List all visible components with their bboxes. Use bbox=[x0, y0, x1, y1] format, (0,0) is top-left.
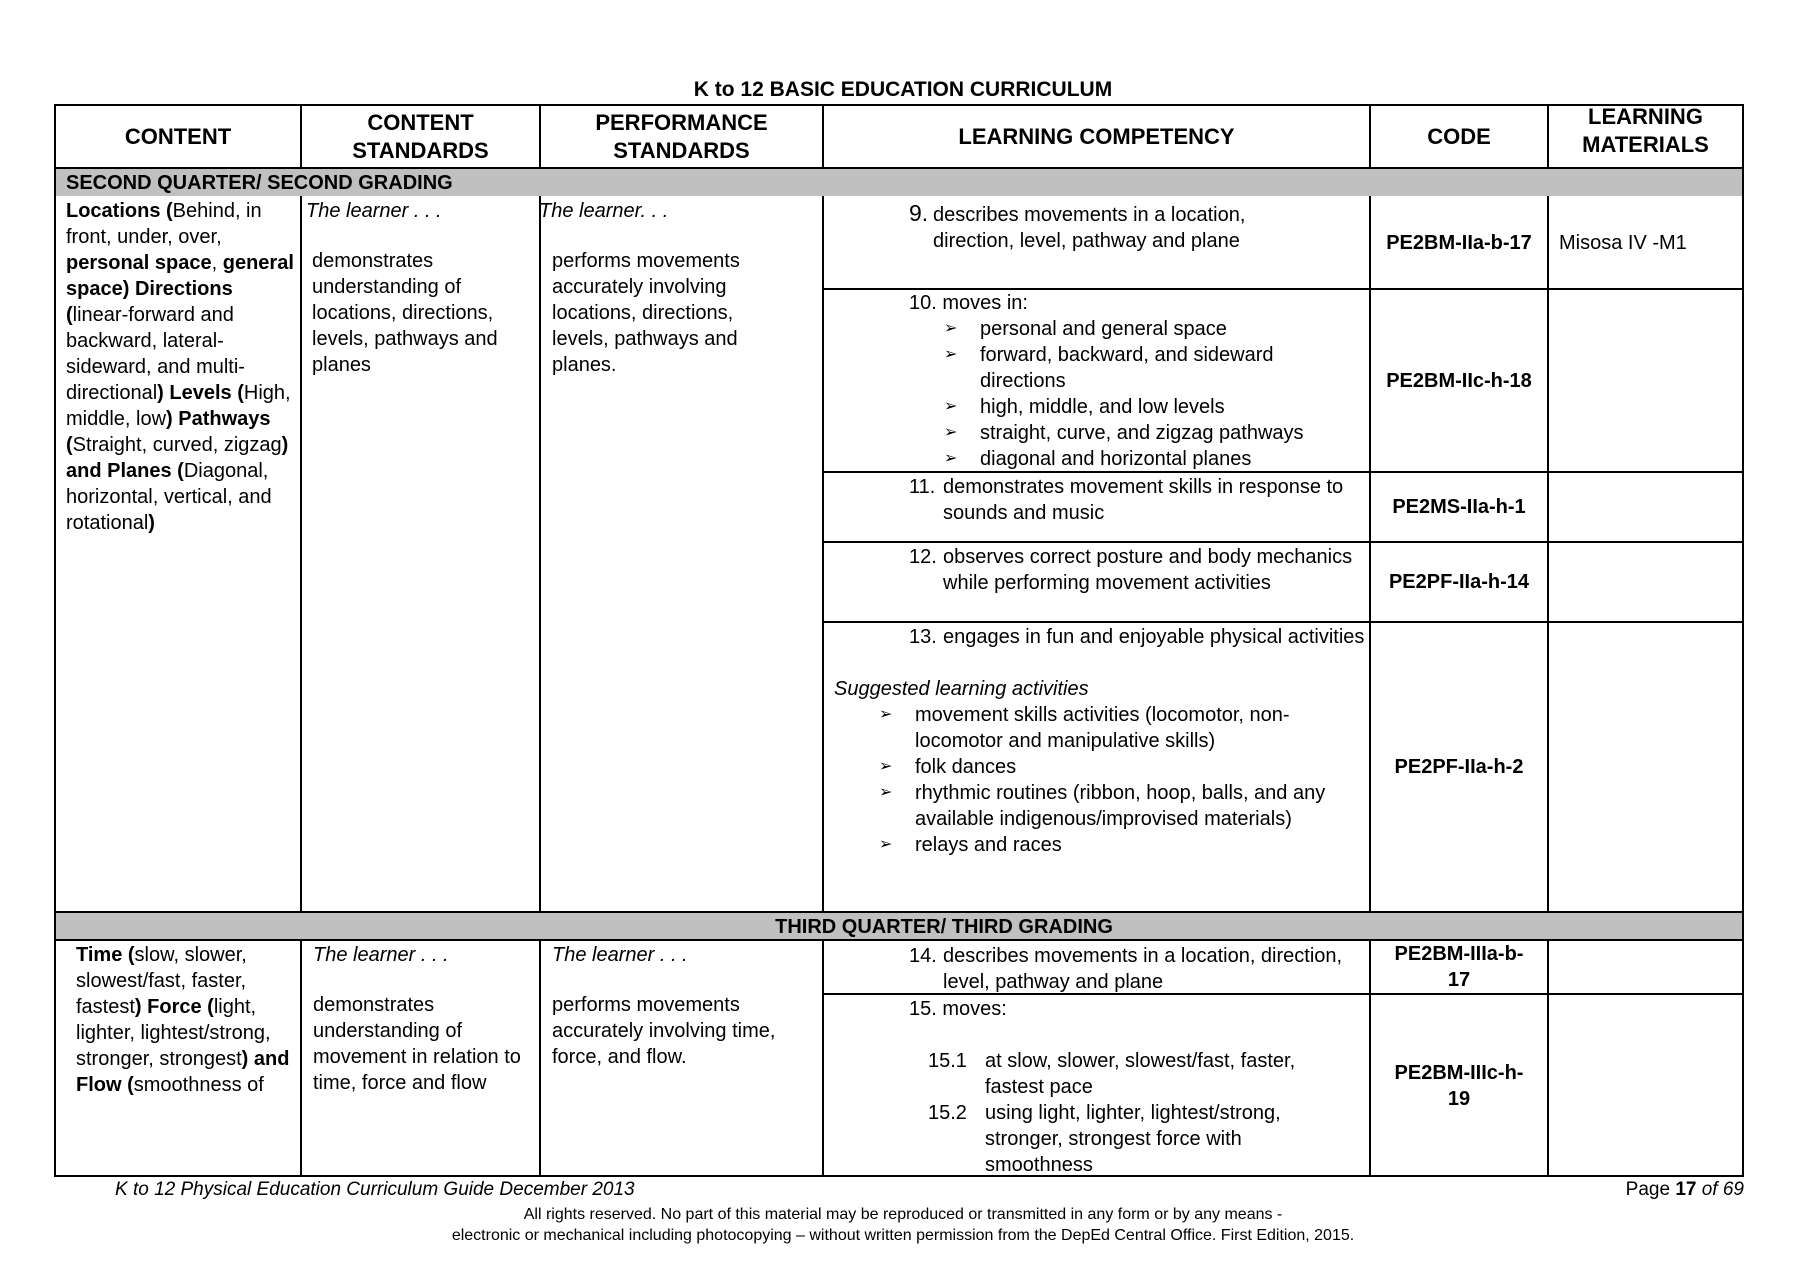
bullet-item bbox=[944, 394, 1349, 420]
bullet-item bbox=[944, 316, 1349, 342]
competency-number: 13. bbox=[909, 626, 937, 648]
competency-10 bbox=[909, 290, 1349, 472]
code-cell bbox=[1371, 995, 1547, 1177]
text-segment: light, lighter, lightest/strong, stronger, strongest bbox=[76, 996, 271, 1070]
page-current: 17 bbox=[1675, 1179, 1697, 1200]
bold-text-segment: general space) bbox=[66, 252, 294, 300]
arrowhead-bullet-icon: ➢ bbox=[879, 706, 893, 723]
sub-competency-15-1 bbox=[928, 1048, 1315, 1100]
code-cell bbox=[1371, 623, 1547, 911]
competency-text: describes movements in a location, direction, level, pathway and plane bbox=[943, 945, 1343, 993]
bullet-item bbox=[879, 832, 1359, 858]
bold-text-segment: Directions ( bbox=[66, 278, 233, 326]
learner-intro: The learner. . . bbox=[539, 200, 669, 222]
competency-number: 10. bbox=[909, 292, 937, 314]
bullet-text: straight, curve, and zigzag pathways bbox=[980, 422, 1304, 444]
q3-content-standards bbox=[313, 942, 538, 1096]
bullet-text: movement skills activities (locomotor, non-locomotor and manipulative skills) bbox=[915, 704, 1290, 752]
header-learning-materials: LEARNING MATERIALS bbox=[1582, 104, 1709, 157]
q2-content-topics bbox=[66, 198, 296, 536]
competency-number: 14. bbox=[909, 945, 937, 967]
competency-code: PE2PF-IIa-h-14 bbox=[1388, 571, 1530, 593]
footer-guide-title: K to 12 Physical Education Curriculum Guide December 2013 bbox=[115, 1179, 635, 1200]
code-cell bbox=[1371, 543, 1547, 621]
bullet-text: folk dances bbox=[915, 756, 1017, 778]
competency-code: PE2BM-IIIc-h-19 bbox=[1394, 1062, 1524, 1110]
code-cell bbox=[1371, 290, 1547, 471]
text-segment: Behind, in front, under, over, bbox=[66, 200, 262, 248]
bullet-text: relays and races bbox=[915, 834, 1062, 856]
arrowhead-bullet-icon: ➢ bbox=[944, 450, 958, 467]
competency-text: engages in fun and enjoyable physical activities bbox=[943, 626, 1365, 648]
competency-number: 11. bbox=[909, 476, 936, 498]
suggested-activities-list bbox=[879, 702, 1359, 858]
code-cell bbox=[1371, 198, 1547, 288]
section-band-third-quarter: THIRD QUARTER/ THIRD GRADING bbox=[56, 913, 1742, 939]
competency-14 bbox=[909, 943, 1343, 995]
competency-number: 15. bbox=[909, 998, 937, 1020]
competency-12 bbox=[909, 544, 1363, 596]
suggested-activities-label: Suggested learning activities bbox=[834, 678, 1089, 700]
rights-line-2: electronic or mechanical including photocopying – without written permission from the DepEd Central Office. First Edition, 2015. bbox=[451, 1227, 1355, 1244]
learner-intro: The learner . . . bbox=[306, 200, 442, 222]
q3-content-topics bbox=[76, 942, 291, 1098]
bold-text-segment: personal space bbox=[66, 252, 212, 274]
page-number bbox=[1626, 1179, 1744, 1201]
competency-11 bbox=[909, 474, 1383, 526]
bold-text-segment: ) bbox=[157, 382, 164, 404]
text-segment: Diagonal, horizontal, vertical, and rotational bbox=[66, 460, 272, 534]
competency-code: PE2PF-IIa-h-2 bbox=[1394, 756, 1524, 778]
bold-text-segment: Time ( bbox=[76, 944, 135, 966]
rights-line-1: All rights reserved. No part of this material may be reproduced or transmitted in any form or by any means - bbox=[523, 1206, 1283, 1223]
competency-text: demonstrates movement skills in response to sounds and music bbox=[943, 476, 1344, 524]
header-performance-standards: PERFORMANCE STANDARDS bbox=[595, 110, 768, 163]
sub-text: using light, lighter, lightest/strong, stronger, strongest force with smoothness bbox=[985, 1102, 1281, 1176]
bullet-item bbox=[879, 780, 1359, 832]
arrowhead-bullet-icon: ➢ bbox=[944, 398, 958, 415]
arrowhead-bullet-icon: ➢ bbox=[879, 836, 893, 853]
sub-text: at slow, slower, slowest/fast, faster, fastest pace bbox=[985, 1050, 1296, 1098]
performance-standard-text: performs movements accurately involving time, force, and flow. bbox=[552, 994, 776, 1068]
bold-text-segment: Locations ( bbox=[66, 200, 173, 222]
section-band-second-quarter: SECOND QUARTER/ SECOND GRADING bbox=[56, 169, 1742, 196]
code-cell bbox=[1371, 941, 1547, 993]
header-learning-competency: LEARNING COMPETENCY bbox=[958, 124, 1235, 149]
bullet-text: diagonal and horizontal planes bbox=[980, 448, 1252, 470]
bold-text-segment: Levels ( bbox=[169, 382, 244, 404]
competency-15 bbox=[909, 996, 1349, 1178]
content-standard-text: demonstrates understanding of locations, directions, levels, pathways and planes bbox=[312, 250, 498, 376]
bullet-item bbox=[879, 702, 1359, 754]
header-code: CODE bbox=[1427, 124, 1491, 149]
performance-standard-text: performs movements accurately involving locations, directions, levels, pathways and planes. bbox=[552, 250, 740, 376]
bullet-item bbox=[944, 342, 1349, 394]
code-cell bbox=[1371, 473, 1547, 541]
bold-text-segment: ) Force ( bbox=[134, 996, 214, 1018]
q2-performance-standards bbox=[539, 198, 809, 378]
arrowhead-bullet-icon: ➢ bbox=[879, 758, 893, 775]
bullet-item bbox=[879, 754, 1359, 780]
page-word: Page bbox=[1625, 1179, 1671, 1200]
bold-text-segment: ) bbox=[148, 512, 155, 534]
q2-content-standards bbox=[306, 198, 536, 378]
competency-number: 12. bbox=[909, 546, 937, 568]
q3-performance-standards bbox=[552, 942, 812, 1070]
text-segment: Straight, curved, zigzag bbox=[72, 434, 282, 456]
arrowhead-bullet-icon: ➢ bbox=[944, 424, 958, 441]
text-segment: linear-forward and backward, lateral- sideward, and multi-directional bbox=[66, 304, 245, 404]
competency-bullets bbox=[944, 316, 1349, 472]
document-title: K to 12 BASIC EDUCATION CURRICULUM bbox=[693, 78, 1113, 101]
bullet-text: forward, backward, and sideward directions bbox=[980, 344, 1274, 392]
copyright-notice bbox=[0, 1204, 1800, 1246]
text-segment: , bbox=[211, 252, 223, 274]
bullet-item bbox=[944, 446, 1349, 472]
competency-text: moves: bbox=[942, 998, 1007, 1020]
arrowhead-bullet-icon: ➢ bbox=[944, 346, 958, 363]
competency-9 bbox=[909, 200, 1309, 254]
bullet-text: rhythmic routines (ribbon, hoop, balls, and any available indigenous/improvised materials) bbox=[915, 782, 1326, 830]
arrowhead-bullet-icon: ➢ bbox=[944, 320, 958, 337]
sub-number: 15.1 bbox=[928, 1050, 967, 1072]
bold-text-segment: ) and Planes ( bbox=[66, 434, 289, 482]
sub-competency-15-2 bbox=[928, 1100, 1315, 1178]
competency-13 bbox=[834, 624, 1365, 858]
bold-text-segment: ) and Flow ( bbox=[76, 1048, 290, 1096]
text-segment: smoothness of bbox=[133, 1074, 264, 1096]
competency-code: PE2BM-IIIa-b-17 bbox=[1394, 943, 1524, 991]
arrowhead-bullet-icon: ➢ bbox=[879, 784, 893, 801]
bullet-item bbox=[944, 420, 1349, 446]
competency-text: moves in: bbox=[942, 292, 1028, 314]
page-total: of 69 bbox=[1701, 1179, 1744, 1200]
competency-code: PE2BM-IIa-b-17 bbox=[1386, 232, 1532, 254]
competency-text: describes movements in a location, direction, level, pathway and plane bbox=[933, 204, 1246, 252]
learner-intro: The learner . . . bbox=[552, 944, 688, 966]
competency-code: PE2BM-IIc-h-18 bbox=[1386, 369, 1532, 392]
competency-code: PE2MS-IIa-h-1 bbox=[1392, 496, 1526, 518]
text-segment: slow, slower, slowest/fast, faster, fastest bbox=[76, 944, 247, 1018]
bullet-text: personal and general space bbox=[980, 318, 1227, 340]
competency-number: 9. bbox=[909, 200, 929, 226]
learner-intro: The learner . . . bbox=[313, 944, 449, 966]
content-standard-text: demonstrates understanding of movement in relation to time, force and flow bbox=[313, 994, 521, 1094]
bullet-text: high, middle, and low levels bbox=[980, 396, 1225, 418]
header-content: CONTENT bbox=[124, 124, 232, 149]
bold-text-segment: ) Pathways ( bbox=[66, 408, 271, 456]
learning-material: Misosa IV -M1 bbox=[1559, 232, 1687, 254]
text-segment: High, middle, low bbox=[66, 382, 291, 430]
header-content-standards: CONTENT STANDARDS bbox=[352, 110, 489, 163]
competency-text: observes correct posture and body mechanics while performing movement activities bbox=[943, 546, 1353, 594]
sub-number: 15.2 bbox=[928, 1102, 967, 1124]
